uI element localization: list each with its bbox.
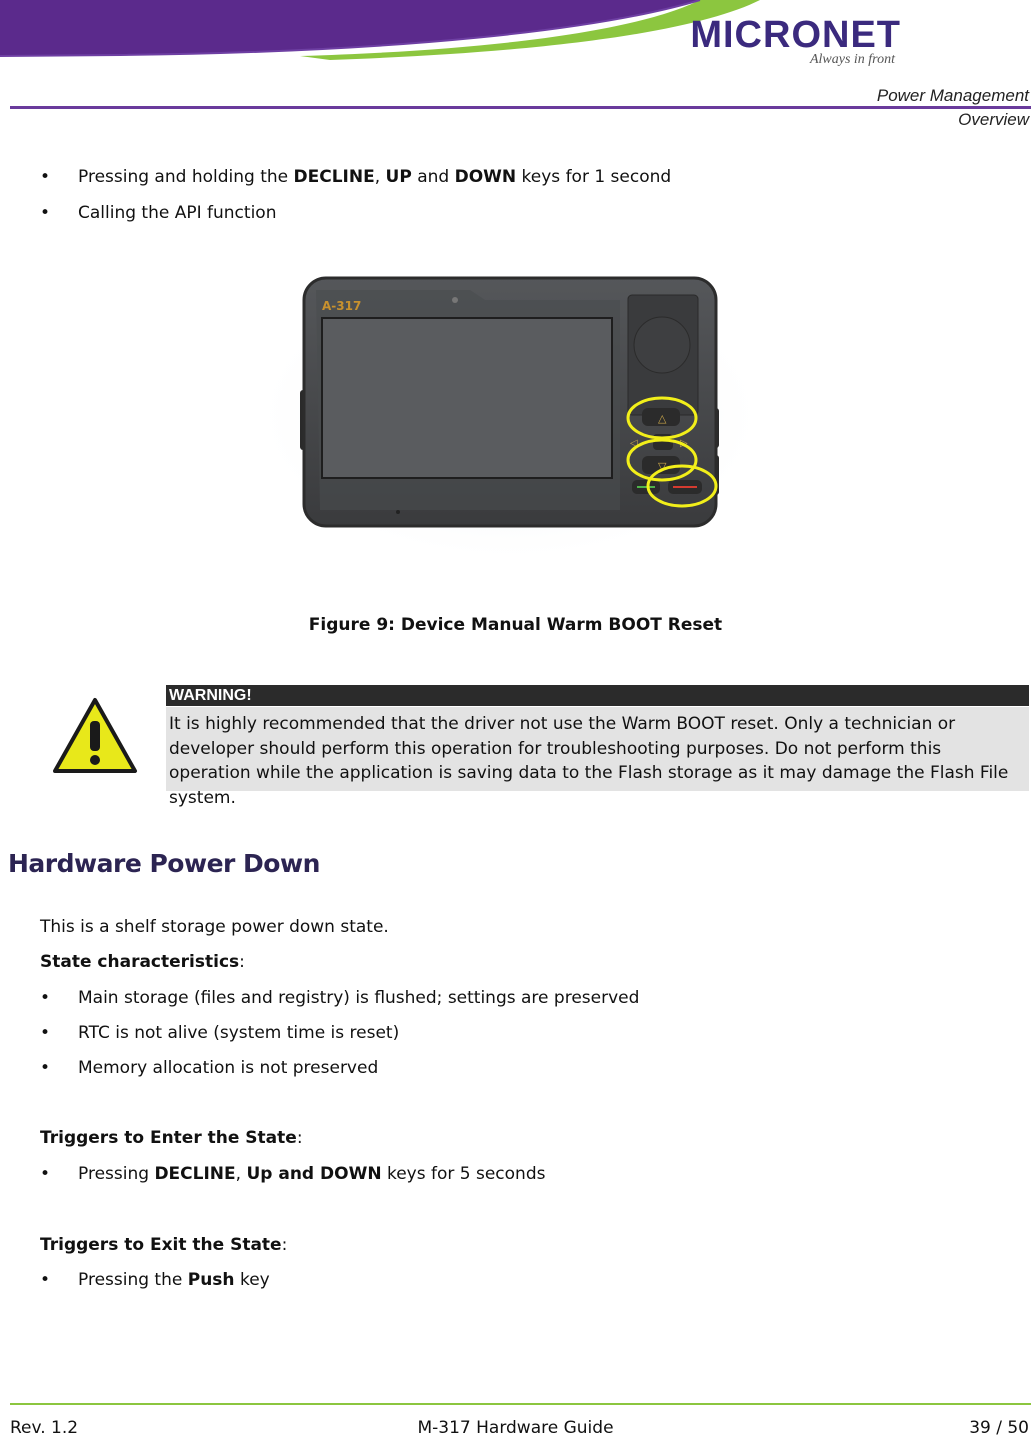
svg-text:◁: ◁ — [630, 438, 638, 449]
warning-body: It is highly recommended that the driver not use the Warm BOOT reset. Only a technician or developer should perform this operation for troubleshooting purposes. Do not perform this operation while the application is saving data to the Flash storage as it may damage the Flash File system. — [166, 707, 1029, 791]
header-subsection-title: Overview — [958, 110, 1029, 129]
micronet-logo: MICRONET — [690, 14, 901, 56]
bullet-icon: • — [40, 988, 51, 1008]
bullet-icon: • — [40, 203, 51, 223]
device-screen — [322, 318, 612, 478]
logo-tagline: Always in front — [809, 52, 895, 67]
footer-rule — [10, 1403, 1031, 1405]
exit-triggers-label: Triggers to Exit the State: — [40, 1235, 288, 1255]
document-page: MICRONET Always in front Power Management Overview • Pressing and holding the DECLINE, UP and DOWN keys for 1 second • Calling the API function A-317 △ ◁ ▷ ▽ Figure 9: Device Manual Warm BOOT Reset WARNING! It is highly recommended that the driver not use the Warm BOOT reset. Only a technician or developer should perform this operation for troubleshooting purposes. Do not perform this operation while the application is saving data to the Flash storage as it may damage the Flash File system. Hardware Power Down This is a shelf storage power down state. State characteristics: • Main storage (files and registry) is flushed; settings are preserved • RTC is not alive (system time is reset) • Memory allocation is not preserved Triggers to Enter the State: • Pressing DECLINE, Up and DOWN keys for 5 seconds Triggers to Exit the State: • Pressing the Push key Rev. 1.2 M-317 Hardware Guide 39 / 50 — [0, 0, 1031, 1439]
warning-title: WARNING! — [166, 685, 1029, 706]
header-rule — [10, 106, 1031, 109]
bullet-icon: • — [40, 1270, 51, 1290]
footer-page-number: 39 / 50 — [969, 1418, 1029, 1438]
footer-title: M-317 Hardware Guide — [417, 1418, 614, 1438]
svg-text:△: △ — [658, 412, 667, 425]
state-characteristics-label: State characteristics: — [40, 952, 245, 972]
svg-text:▽: ▽ — [658, 460, 667, 473]
footer-revision: Rev. 1.2 — [10, 1418, 79, 1438]
bullet-icon: • — [40, 1164, 51, 1184]
warning-triangle-icon — [52, 697, 138, 775]
bullet-icon: • — [40, 1023, 51, 1043]
device-model-label: A-317 — [322, 299, 362, 313]
figure-caption: Figure 9: Device Manual Warm BOOT Reset — [308, 615, 723, 635]
section-description: This is a shelf storage power down state. — [40, 917, 389, 937]
bullet-icon: • — [40, 167, 51, 187]
device-figure — [270, 240, 790, 580]
bullet-icon: • — [40, 1058, 51, 1078]
svg-text:▷: ▷ — [680, 438, 688, 449]
enter-triggers-label: Triggers to Enter the State: — [40, 1128, 303, 1148]
header-section-title: Power Management — [876, 86, 1029, 105]
section-title: Hardware Power Down — [8, 849, 320, 878]
